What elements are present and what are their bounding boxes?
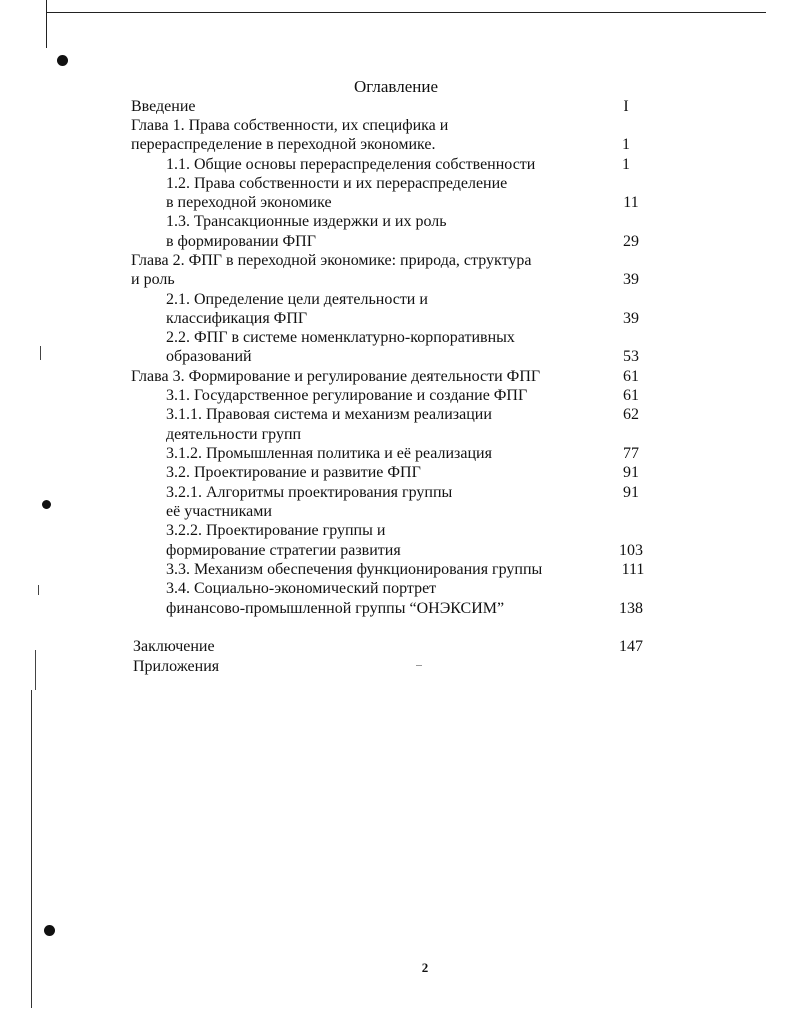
page-number: 2	[421, 960, 429, 975]
toc-entry-text: 3.1.1. Правовая система и механизм реализации	[166, 406, 492, 423]
scan-border-top	[46, 12, 766, 13]
toc-entry-text: Приложения	[133, 658, 220, 675]
scan-mark	[40, 346, 41, 360]
toc-entry-text: 3.1. Государственное регулирование и создание ФПГ	[166, 387, 528, 404]
toc-entry-page: 77	[623, 445, 639, 462]
toc-entry-text: и роль	[131, 271, 175, 288]
toc-entry-text: 3.3. Механизм обеспечения функционирования группы	[166, 561, 543, 578]
toc-entry-text: классификация ФПГ	[166, 310, 308, 327]
toc-entry-page: 29	[623, 233, 639, 250]
toc-entry-text: деятельности групп	[166, 426, 302, 443]
toc-entry-page: 11	[623, 194, 639, 211]
toc-entry-text: формирование стратегии развития	[166, 542, 401, 559]
toc-entry-text: 3.1.2. Промышленная политика и её реализация	[166, 445, 492, 462]
scan-border-left	[46, 0, 47, 48]
toc-entry-text: 1.1. Общие основы перераспределения собственности	[166, 156, 536, 173]
toc-entry-text: в переходной экономике	[166, 194, 332, 211]
toc-entry-text: Глава 1. Права собственности, их специфика и	[131, 117, 449, 134]
toc-entry-page: 61	[623, 387, 639, 404]
toc-entry-text: 2.2. ФПГ в системе номенклатурно-корпоративных	[166, 329, 515, 346]
toc-entry-page: 91	[623, 484, 639, 501]
toc-entry-text: 3.4. Социально-экономический портрет	[166, 580, 437, 597]
toc-entry-page: 147	[619, 638, 643, 655]
toc-entry-page: 39	[623, 310, 639, 327]
scan-mark	[35, 650, 36, 690]
toc-entry-text: 3.2.1. Алгоритмы проектирования группы	[166, 484, 453, 501]
toc-entry-text: 2.1. Определение цели деятельности и	[166, 291, 428, 308]
scan-smudge	[416, 665, 422, 666]
toc-entry-text: Заключение	[133, 638, 215, 655]
toc-entry-page: 103	[619, 542, 643, 559]
scan-mark	[38, 585, 39, 595]
toc-entry-page: 138	[619, 600, 643, 617]
toc-entry-page: 62	[623, 406, 639, 423]
toc-entry-page: I	[623, 98, 629, 115]
toc-entry-text: образований	[166, 348, 252, 365]
toc-entry-text: Введение	[131, 98, 196, 115]
toc-entry-text: Глава 2. ФПГ в переходной экономике: природа, структура	[131, 252, 532, 269]
toc-entry-page: 91	[623, 464, 639, 481]
toc-entry-page: 39	[623, 271, 639, 288]
toc-entry-text: Глава 3. Формирование и регулирование деятельности ФПГ	[131, 368, 541, 385]
punch-hole-mark	[44, 925, 55, 936]
toc-entry-page: 61	[623, 368, 639, 385]
toc-entry-text: 3.2.2. Проектирование группы и	[166, 522, 386, 539]
toc-entry-page: 53	[623, 348, 639, 365]
toc-entry-page: 1	[622, 136, 630, 153]
toc-entry-text: её участниками	[166, 503, 272, 520]
toc-entry-text: перераспределение в переходной экономике.	[131, 136, 436, 153]
toc-entry-text: 1.3. Трансакционные издержки и их роль	[166, 213, 447, 230]
toc-entry-text: 3.2. Проектирование и развитие ФПГ	[166, 464, 421, 481]
toc-entry-text: в формировании ФПГ	[166, 233, 316, 250]
toc-entry-text: финансово-промышленной группы “ОНЭКСИМ”	[166, 600, 505, 617]
toc-entry-page: 1	[622, 156, 630, 173]
toc-entry-page: 111	[621, 561, 645, 578]
punch-hole-mark	[42, 500, 51, 509]
punch-hole-mark	[57, 55, 68, 66]
toc-entry-text: 1.2. Права собственности и их перераспределение	[166, 175, 508, 192]
page-title: Оглавление	[354, 77, 438, 96]
